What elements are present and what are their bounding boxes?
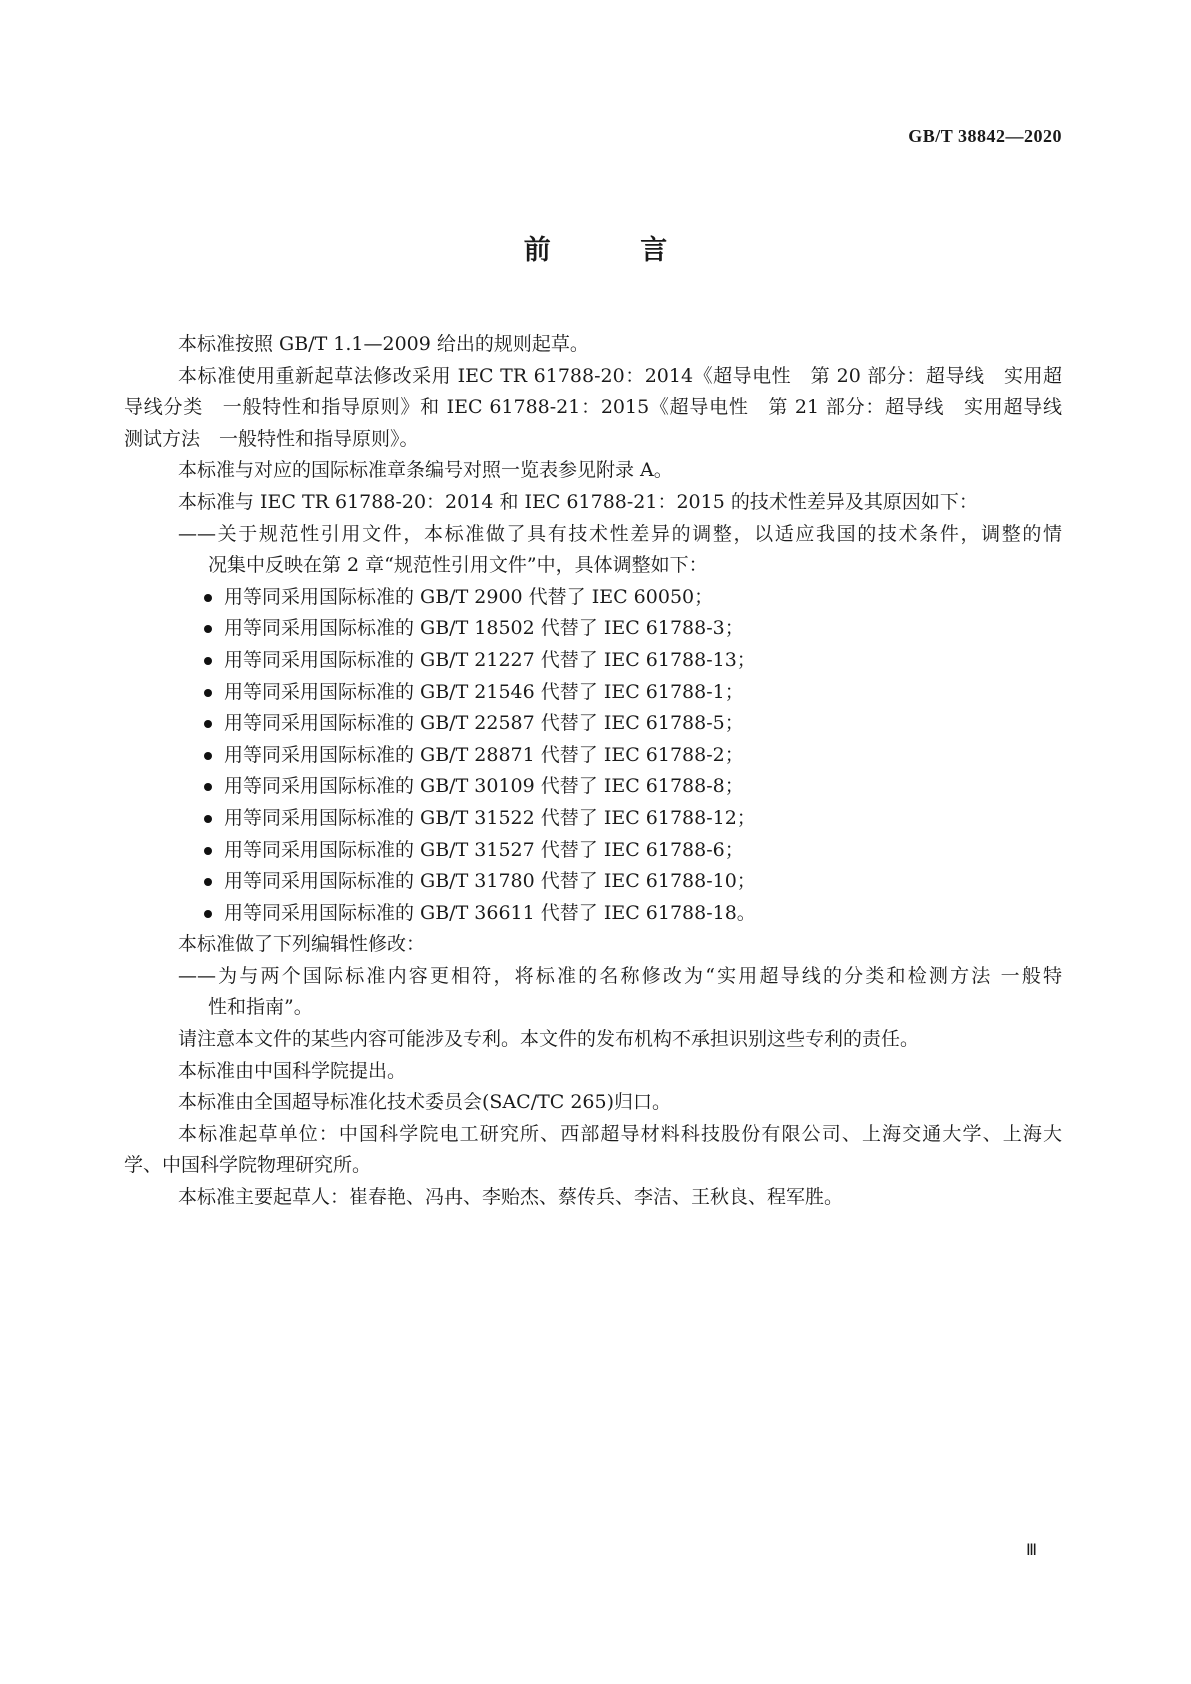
bullet-icon xyxy=(204,625,212,633)
page-number: Ⅲ xyxy=(1026,1542,1038,1559)
bullet-item: 用等同采用国际标准的 GB/T 36611 代替了 IEC 61788-18。 xyxy=(124,898,1062,930)
dash-item-line: ——为与两个国际标准内容更相符，将标准的名称修改为“实用超导线的分类和检测方法 一般特 xyxy=(178,964,1062,987)
bullet-icon xyxy=(204,720,212,728)
document-code: GB/T 38842—2020 xyxy=(908,126,1062,146)
bullet-item: 用等同采用国际标准的 GB/T 22587 代替了 IEC 61788-5； xyxy=(124,708,1062,740)
dash-item-line: 性和指南”。 xyxy=(208,996,313,1019)
paragraph-line: 本标准使用重新起草法修改采用 IEC TR 61788-20：2014《超导电性 第 20 部分：超导线 实用超 xyxy=(178,364,1062,387)
bullet-item: 用等同采用国际标准的 GB/T 21546 代替了 IEC 61788-1； xyxy=(124,677,1062,709)
bullet-item: 用等同采用国际标准的 GB/T 31522 代替了 IEC 61788-12； xyxy=(124,803,1062,835)
page-title: 前 言 xyxy=(523,235,708,266)
paragraph: 本标准与 IEC TR 61788-20：2014 和 IEC 61788-21：2015 的技术性差异及其原因如下： xyxy=(178,490,978,513)
paragraph-line: 测试方法 一般特性和指导原则》。 xyxy=(124,427,419,450)
foreword-body xyxy=(124,329,1062,1214)
bullet-item: 用等同采用国际标准的 GB/T 31527 代替了 IEC 61788-6； xyxy=(124,835,1062,867)
bullet-icon xyxy=(204,910,212,918)
paragraph-line: 学、中国科学院物理研究所。 xyxy=(124,1154,372,1177)
paragraph-line: 本标准起草单位：中国科学院电工研究所、西部超导材料科技股份有限公司、上海交通大学、上海大 xyxy=(178,1122,1062,1145)
bullet-icon xyxy=(204,815,212,823)
dash-item-line: 况集中反映在第 2 章“规范性引用文件”中，具体调整如下： xyxy=(208,554,708,577)
paragraph: 本标准做了下列编辑性修改： xyxy=(178,933,426,956)
bullet-icon xyxy=(204,657,212,665)
paragraph: 本标准与对应的国际标准章条编号对照一览表参见附录 A。 xyxy=(178,459,673,482)
bullet-item: 用等同采用国际标准的 GB/T 30109 代替了 IEC 61788-8； xyxy=(124,771,1062,803)
bullet-icon xyxy=(204,878,212,886)
paragraph: 本标准由全国超导标准化技术委员会(SAC/TC 265)归口。 xyxy=(178,1091,672,1114)
paragraph: 本标准按照 GB/T 1.1—2009 给出的规则起草。 xyxy=(178,333,589,355)
paragraph-line: 导线分类 一般特性和指导原则》和 IEC 61788-21：2015《超导电性 第 21 部分：超导线 实用超导线 xyxy=(124,396,1062,419)
bullet-item: 用等同采用国际标准的 GB/T 31780 代替了 IEC 61788-10； xyxy=(124,866,1062,898)
bullet-icon xyxy=(204,594,212,602)
bullet-icon xyxy=(204,847,212,855)
bullet-item: 用等同采用国际标准的 GB/T 28871 代替了 IEC 61788-2； xyxy=(124,740,1062,772)
patent-notice: 请注意本文件的某些内容可能涉及专利。本文件的发布机构不承担识别这些专利的责任。 xyxy=(178,1028,920,1051)
bullet-icon xyxy=(204,689,212,697)
bullet-item: 用等同采用国际标准的 GB/T 21227 代替了 IEC 61788-13； xyxy=(124,645,1062,677)
drafters: 本标准主要起草人：崔春艳、冯冉、李贻杰、蔡传兵、李洁、王秋良、程军胜。 xyxy=(178,1186,844,1209)
dash-item-line: ——关于规范性引用文件，本标准做了具有技术性差异的调整，以适应我国的技术条件，调整的情 xyxy=(178,522,1062,545)
bullet-icon xyxy=(204,783,212,791)
bullet-item: 用等同采用国际标准的 GB/T 2900 代替了 IEC 60050； xyxy=(124,582,1062,614)
bullet-item: 用等同采用国际标准的 GB/T 18502 代替了 IEC 61788-3； xyxy=(124,613,1062,645)
bullet-icon xyxy=(204,752,212,760)
paragraph: 本标准由中国科学院提出。 xyxy=(178,1059,407,1082)
